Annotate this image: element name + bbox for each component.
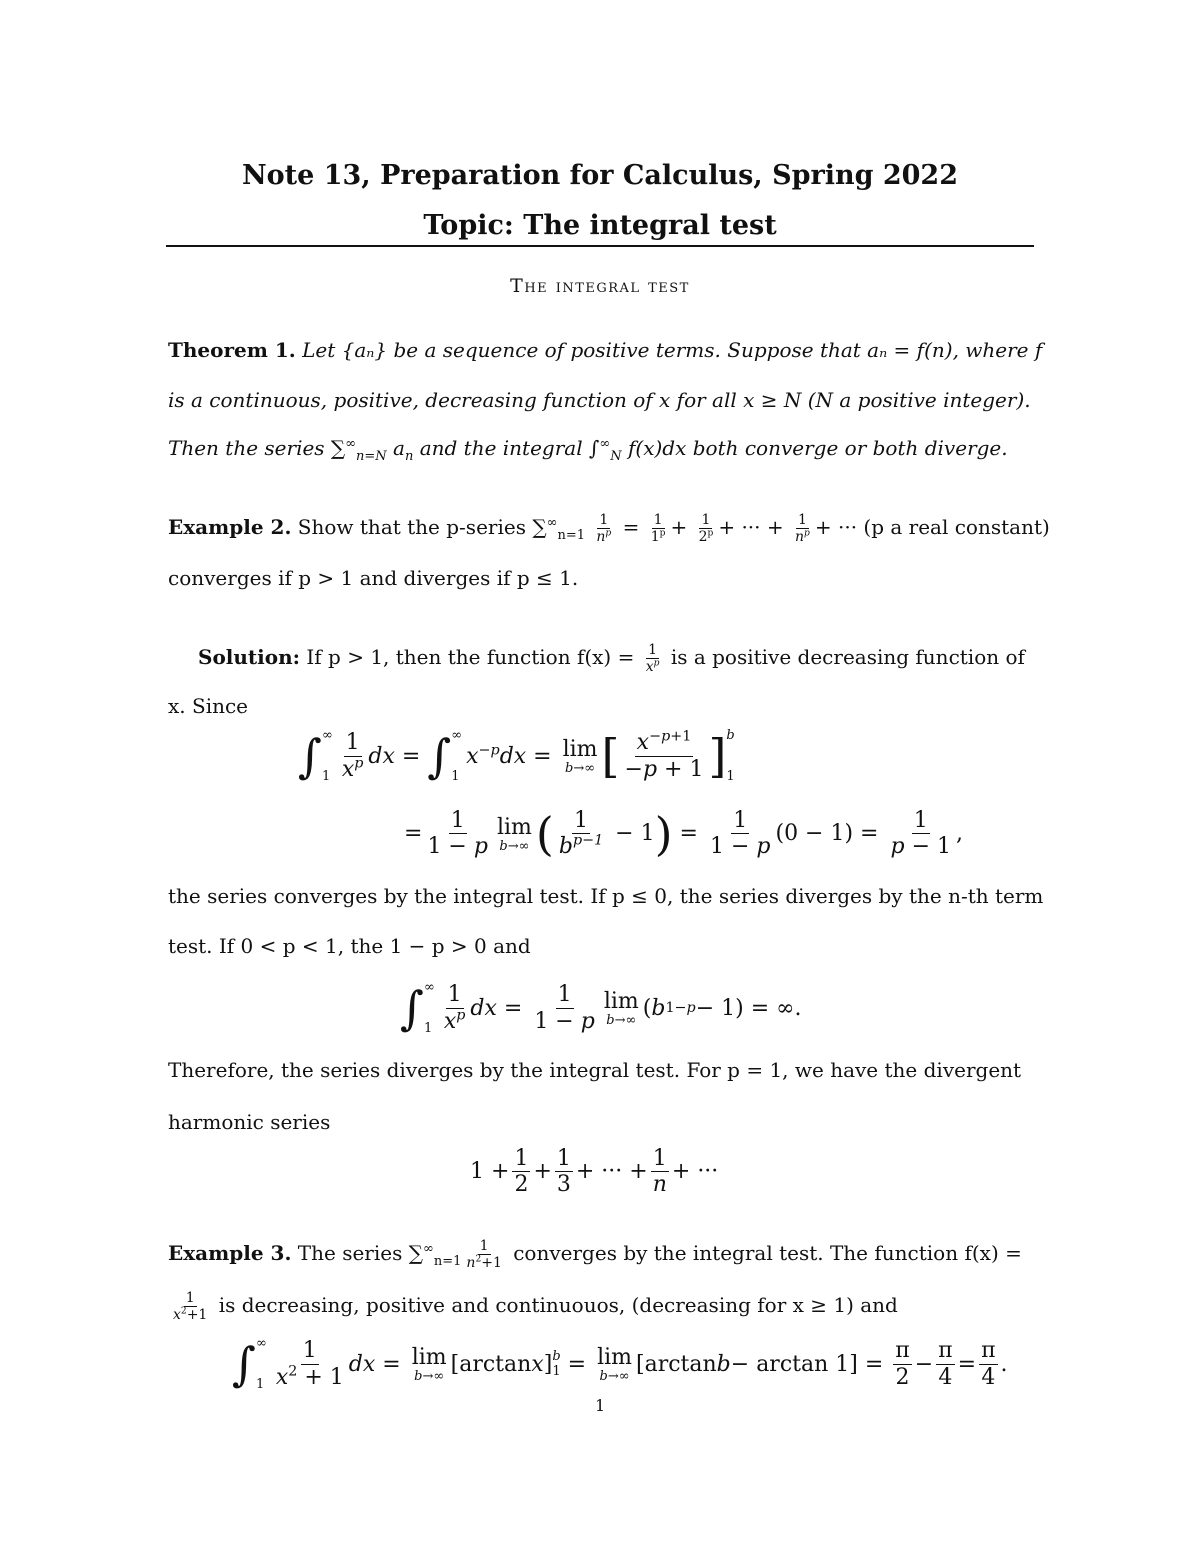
solution-after-eq1: the series converges by the integral test. If p ≤ 0, the series diverges by the n-th term — [168, 884, 1044, 908]
example3-line1 — [168, 1238, 1022, 1271]
solution-line2: x. Since — [168, 694, 249, 718]
section-heading: The integral test — [510, 275, 690, 297]
solution-label: Solution: — [198, 645, 301, 670]
example3-series-formula: $\sum^\infty_{n=1}$ $\frac{1}{n^2+1}$ — [408, 1238, 502, 1272]
harmonic-series: 1 + $\frac{1}{2}$ + $\frac{1}{3}$ + ··· + $\frac{1}{n}$ + ··· — [470, 1146, 719, 1198]
therefore-line1: Therefore, the series diverges by the integral test. For p = 1, we have the divergent — [168, 1058, 1022, 1082]
equation-integral-row1: ∫ ∞ 1 $\frac{1}{x^p}$ dx = ∫ ∞ 1 $x^{-p}dx$ = lim b→∞ [ $\frac{x^{-p+1}}{-p + 1}$ ] b 1 — [298, 728, 735, 784]
theorem1-integral-formula: $\int^\infty_N$ f(x)dx — [588, 436, 687, 464]
equation-arctan: ∫ ∞ 1 $\frac{1}{x^2 + 1}$ dx = lim b→∞ [arctan x ] b 1 = lim b→∞ [arctan b − arctan 1] = $\frac{\pi}{2}$ − $\frac{\pi}{4}$ = $\frac{\pi}{4}$ . — [232, 1336, 1008, 1392]
solution-fraction: $\frac{1}{x^p}$ — [645, 642, 660, 676]
theorem1-line2: is a continuous, positive, decreasing function of x for all x ≥ N (N a positive integer). — [168, 388, 1031, 412]
example2-text-a: Show that the p-series — [297, 515, 526, 540]
solution-text-a: If p > 1, then the function f(x) = — [306, 645, 635, 670]
theorem1-line1 — [168, 338, 1042, 362]
solution-line1 — [198, 642, 1025, 675]
theorem1-label: Theorem 1. — [168, 338, 296, 362]
example3-label: Example 3. — [168, 1241, 292, 1266]
theorem1-text3a: Then the series — [168, 436, 325, 460]
example2-text-b: (p a real constant) — [863, 515, 1050, 540]
solution-after-eq2: test. If 0 < p < 1, the 1 − p > 0 and — [168, 934, 531, 958]
example3-fraction: $\frac{1}{x^2+1}$ — [173, 1290, 208, 1324]
equation-divergent-integral: ∫ ∞ 1 $\frac{1}{x^p}$ dx = $\frac{1}{1 - p}$ lim b→∞ ( b 1−p − 1) = ∞. — [400, 980, 802, 1036]
pseries-formula: $\sum^\infty_{n=1}$ $\frac{1}{n^p}$ = $\frac{1}{1^p}$ + $\frac{1}{2^p}$ + ··· + $\frac{1}{n^p}$ + ··· — [532, 512, 858, 546]
theorem1-text1: Let {aₙ} be a sequence of positive terms. Suppose that aₙ = f(n), where f — [302, 338, 1043, 362]
example3-line2 — [168, 1290, 898, 1323]
example3-text-b: converges by the integral test. The function f(x) = — [513, 1241, 1022, 1266]
theorem1-text3c: both converge or both diverge. — [692, 436, 1008, 460]
equation-integral-row2: = $\frac{1}{1 - p}$ lim b→∞ ( $\frac{1}{b^{p-1}}$ − 1 ) = $\frac{1}{1 - p}$ (0 − 1) = $\frac{1}{p - 1}$ , — [404, 806, 963, 861]
page-number: 1 — [595, 1396, 606, 1415]
example2-line2: converges if p > 1 and diverges if p ≤ 1. — [168, 566, 579, 590]
example2-line1 — [168, 512, 1050, 545]
theorem1-text3b: and the integral — [419, 436, 583, 460]
example3-text-a: The series — [297, 1241, 403, 1266]
title-rule — [166, 245, 1034, 247]
example2-label: Example 2. — [168, 515, 292, 540]
theorem1-line3 — [168, 436, 1008, 464]
theorem1-series-formula: $\sum^\infty_{n=N}$ $a_n$ — [330, 436, 414, 464]
page-title: Note 13, Preparation for Calculus, Spring 2022 — [241, 160, 959, 191]
example3-text-c: is decreasing, positive and continuouos, (decreasing for x ≥ 1) and — [218, 1293, 898, 1318]
page-subtitle: Topic: The integral test — [423, 210, 777, 241]
solution-text-b: is a positive decreasing function of — [670, 645, 1025, 670]
therefore-line2: harmonic series — [168, 1110, 331, 1134]
